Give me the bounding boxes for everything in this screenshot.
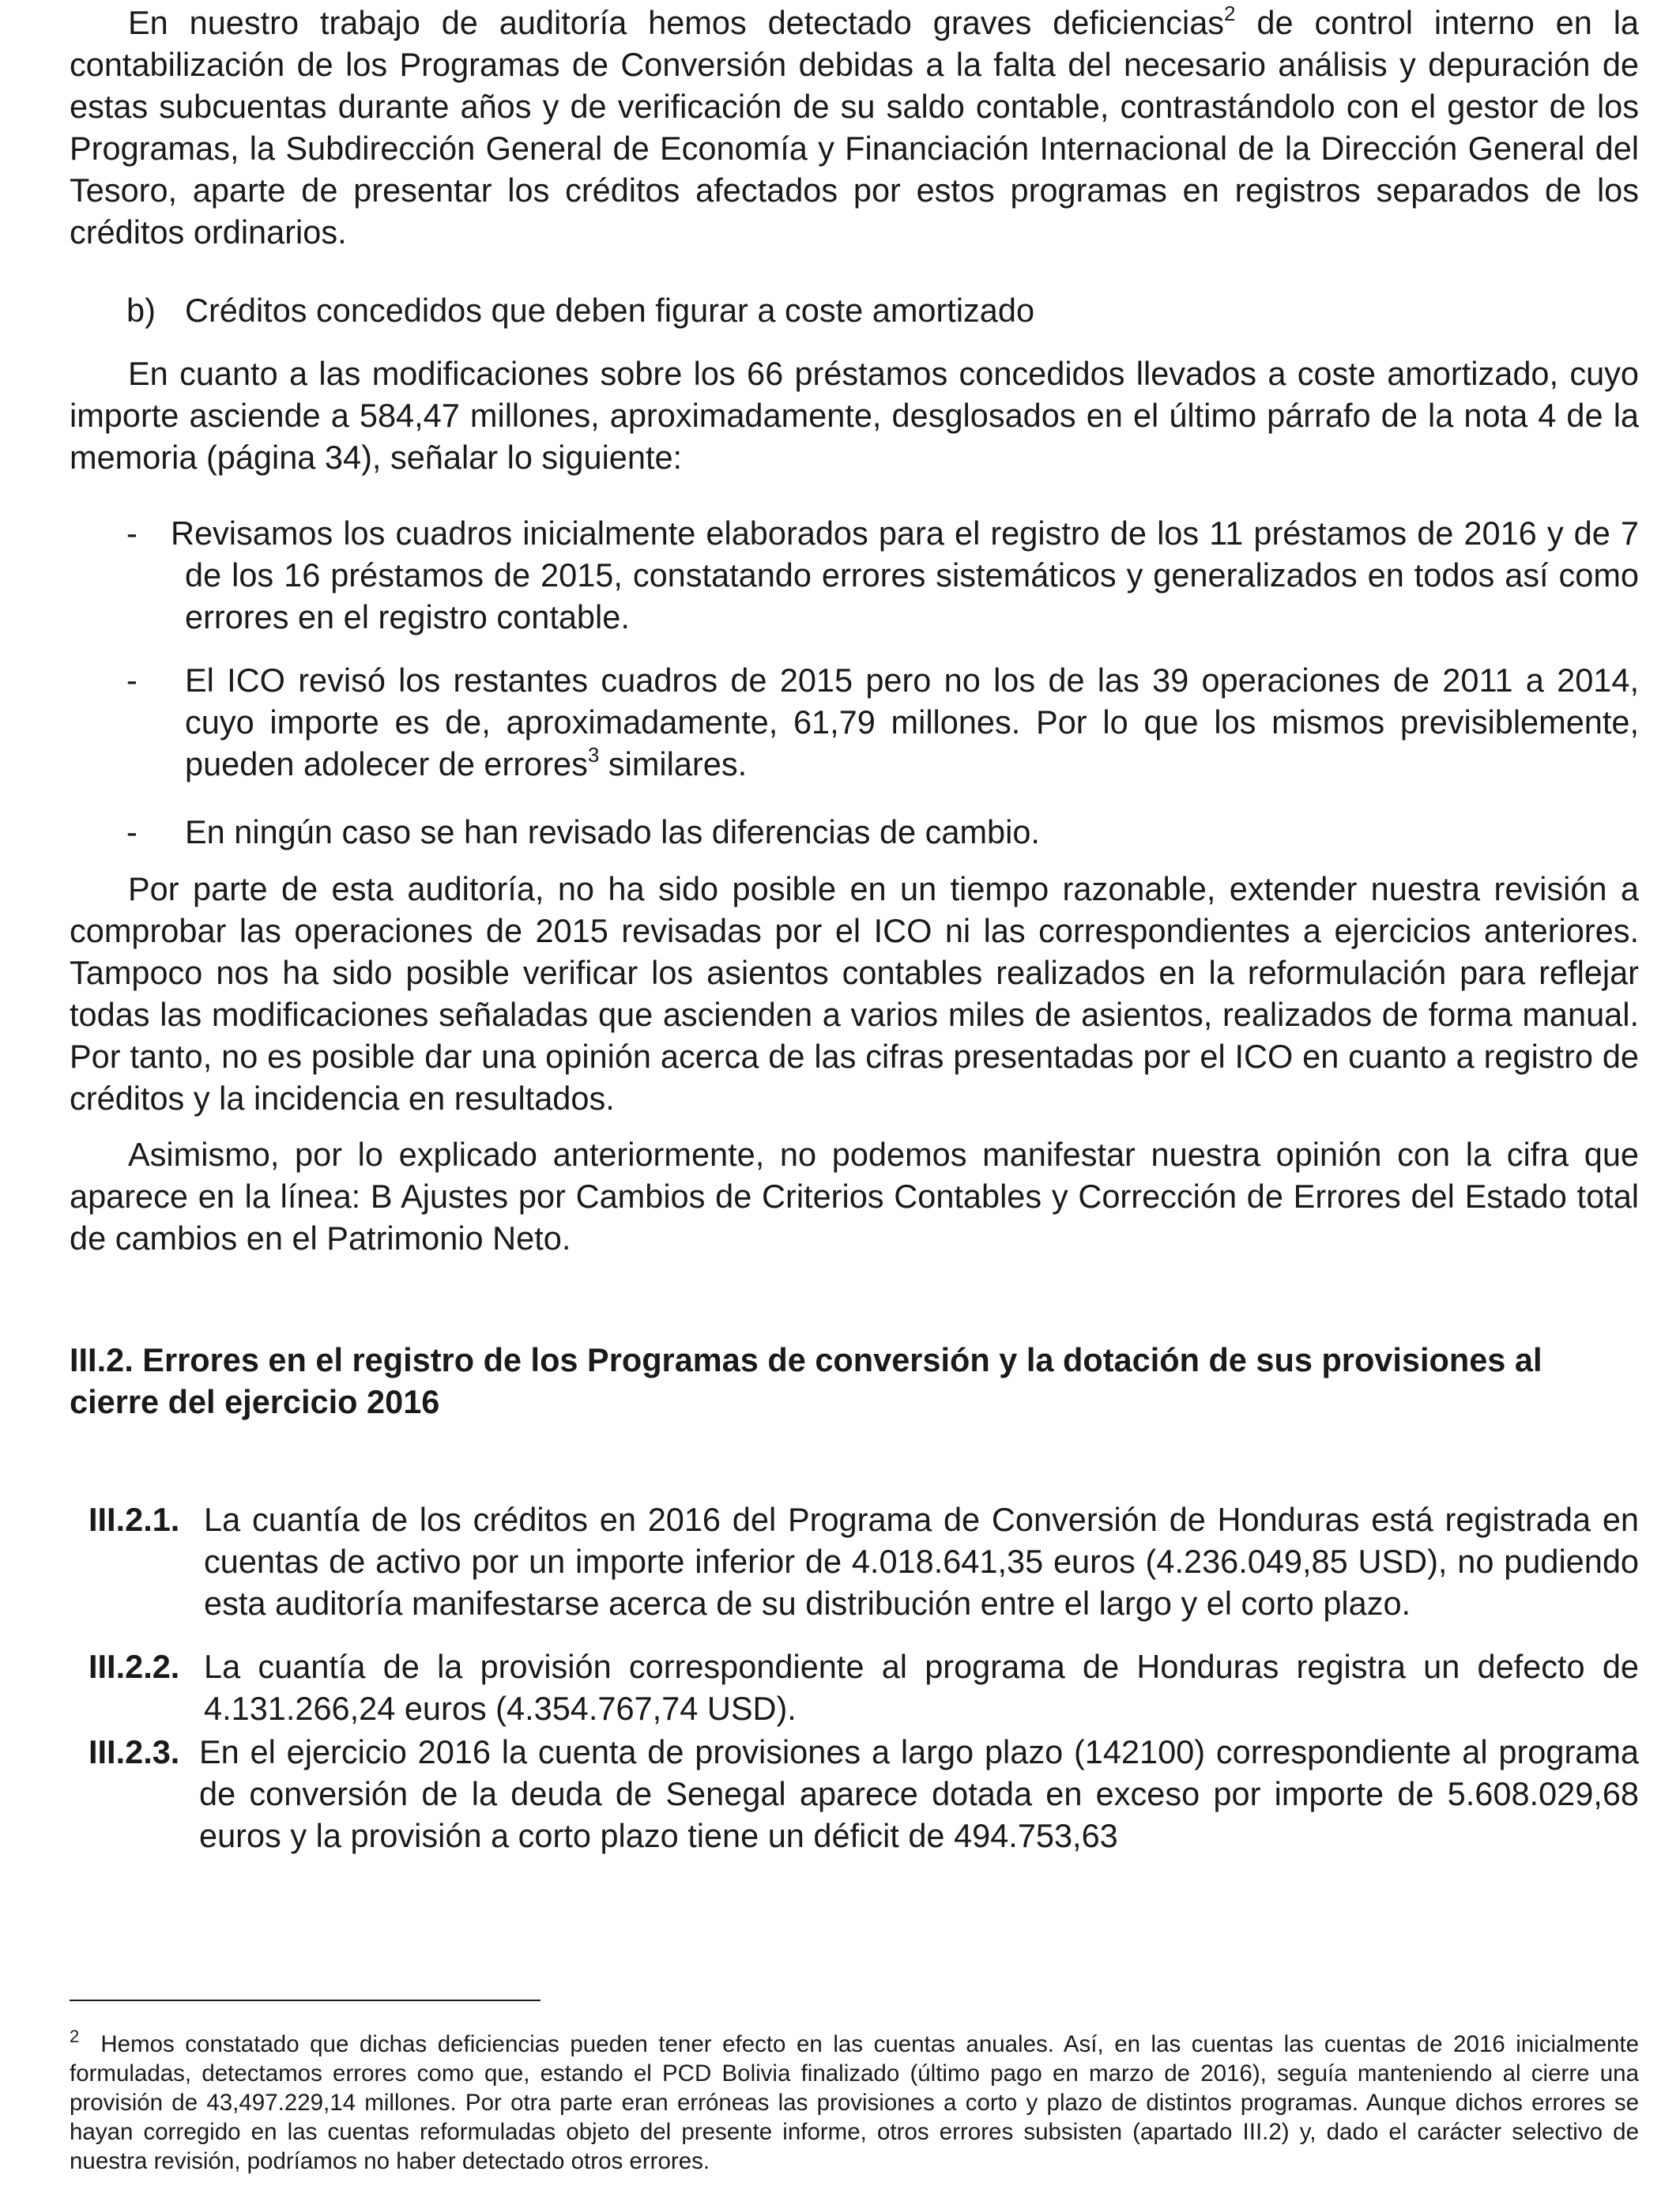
numbered-item [89,1731,1639,1857]
list-item-text-part: El ICO revisó los restantes cuadros de 2015 pero no los de las 39 operaciones de 2011 a 2014, cuyo importe es de, aproximadamente, 61,79 millones. Por lo que los mismos previsiblemente, pueden adolecer de errores [185,662,1639,782]
paragraph-text: En nuestro trabajo de auditoría hemos detectado graves deficiencias [128,4,1225,41]
bullet-dash: - [126,813,137,850]
item-number: III.2.1. [89,1501,180,1538]
numbered-item [89,1498,1639,1624]
section-b-heading [126,289,1639,331]
bullet-dash: - [126,515,137,552]
section-marker: b) [126,292,156,329]
list-item [126,512,1639,638]
numbered-item-text: En el ejercicio 2016 la cuenta de provisiones a largo plazo (142100) correspondiente al programa de conversión de la deuda de Senegal aparece dotada en exceso por importe de 5.608.029,68 euros y la provisión a corto plazo tiene un déficit de 494.753,63 [199,1733,1639,1854]
numbered-item-text: La cuantía de la provisión correspondiente al programa de Honduras registra un defecto de 4.131.266,24 euros (4.354.767,74 USD). [204,1648,1639,1727]
list-item-text [126,659,1639,785]
list-item [126,659,1639,785]
numbered-item [89,1646,1639,1729]
paragraph-modificaciones: En cuanto a las modificaciones sobre los 66 préstamos concedidos llevados a coste amortizado, cuyo importe asciende a 584,47 millones, aproximadamente, desglosados en el último párrafo de la nota 4 de la memoria (página 34), señalar lo siguiente: [70,355,1639,476]
footnote-separator [70,2000,541,2001]
numbered-item-text: La cuantía de los créditos en 2016 del Programa de Conversión de Honduras está registrada en cuentas de activo por un importe inferior de 4.018.641,35 euros (4.236.049,85 USD), no pudiendo esta auditoría manifestarse acerca de su distribución entre el largo y el corto plazo. [204,1501,1639,1622]
bullet-dash: - [126,662,137,699]
footnote [70,2026,1639,2176]
item-number: III.2.3. [89,1733,180,1770]
footnote-reference[interactable]: 3 [587,743,600,767]
paragraph-asimismo: Asimismo, por lo explicado anteriormente, no podemos manifestar nuestra opinión con la cifra que aparece en la línea: B Ajustes por Cambios de Criterios Contables y Corrección de Errores del Estado total de cambios en el Patrimonio Neto. [70,1136,1639,1257]
list-item [126,811,1639,853]
list-item-text-part: similares. [599,745,748,782]
section-title: Créditos concedidos que deben figurar a coste amortizado [185,292,1035,329]
footnote-text: Hemos constatado que dichas deficiencias pueden tener efecto en las cuentas anuales. Así, en las cuentas las cuentas de 2016 inicialmente formuladas, detectamos errores como que, estando el PCD Bolivia finalizado (último pago en marzo de 2016), seguía manteniendo al cierre una provisión de 43,497.229,14 millones. Por otra parte eran erróneas las provisiones a corto y plazo de distintos programas. Aunque dichos errores se hayan corregido en las cuentas reformuladas objeto del presente informe, otros errores subsisten (apartado III.2) y, dado el carácter selectivo de nuestra revisión, podríamos no haber detectado otros errores. [70,2031,1639,2174]
footnote-reference[interactable]: 2 [1224,2,1236,26]
section-heading: III.2. Errores en el registro de los Programas de conversión y la dotación de sus provisiones al cierre del ejercicio 2016 [70,1341,1543,1420]
paragraph-text: de control interno en la contabilización de los Programas de Conversión debidas a la falta del necesario análisis y depuración de estas subcuentas durante años y de verificación de su saldo contable, contrastándolo con el gestor de los Programas, la Subdirección General de Economía y Financiación Internacional de la Dirección General del Tesoro, aparte de presentar los créditos afectados por estos programas en registros separados de los créditos ordinarios. [70,4,1639,251]
item-number: III.2.2. [89,1648,180,1685]
footnote-marker: 2 [70,2026,80,2047]
list-item-text: Revisamos los cuadros inicialmente elaborados para el registro de los 11 préstamos de 2016 y de 7 de los 16 préstamos de 2015, constatando errores sistemáticos y generalizados en todos así como errores en el registro contable. [171,515,1639,635]
list-item-text: En ningún caso se han revisado las diferencias de cambio. [185,813,1040,850]
paragraph-auditoria: Por parte de esta auditoría, no ha sido posible en un tiempo razonable, extender nuestra revisión a comprobar las operaciones de 2015 revisadas por el ICO ni las correspondientes a ejercicios anteriores. Tampoco nos ha sido posible verificar los asientos contables realizados en la reformulación para reflejar todas las modificaciones señaladas que ascienden a varios miles de asientos, realizados de forma manual. Por tanto, no es posible dar una opinión acerca de las cifras presentadas por el ICO en cuanto a registro de créditos y la incidencia en resultados. [70,870,1639,1117]
paragraph-intro [70,2,1639,253]
